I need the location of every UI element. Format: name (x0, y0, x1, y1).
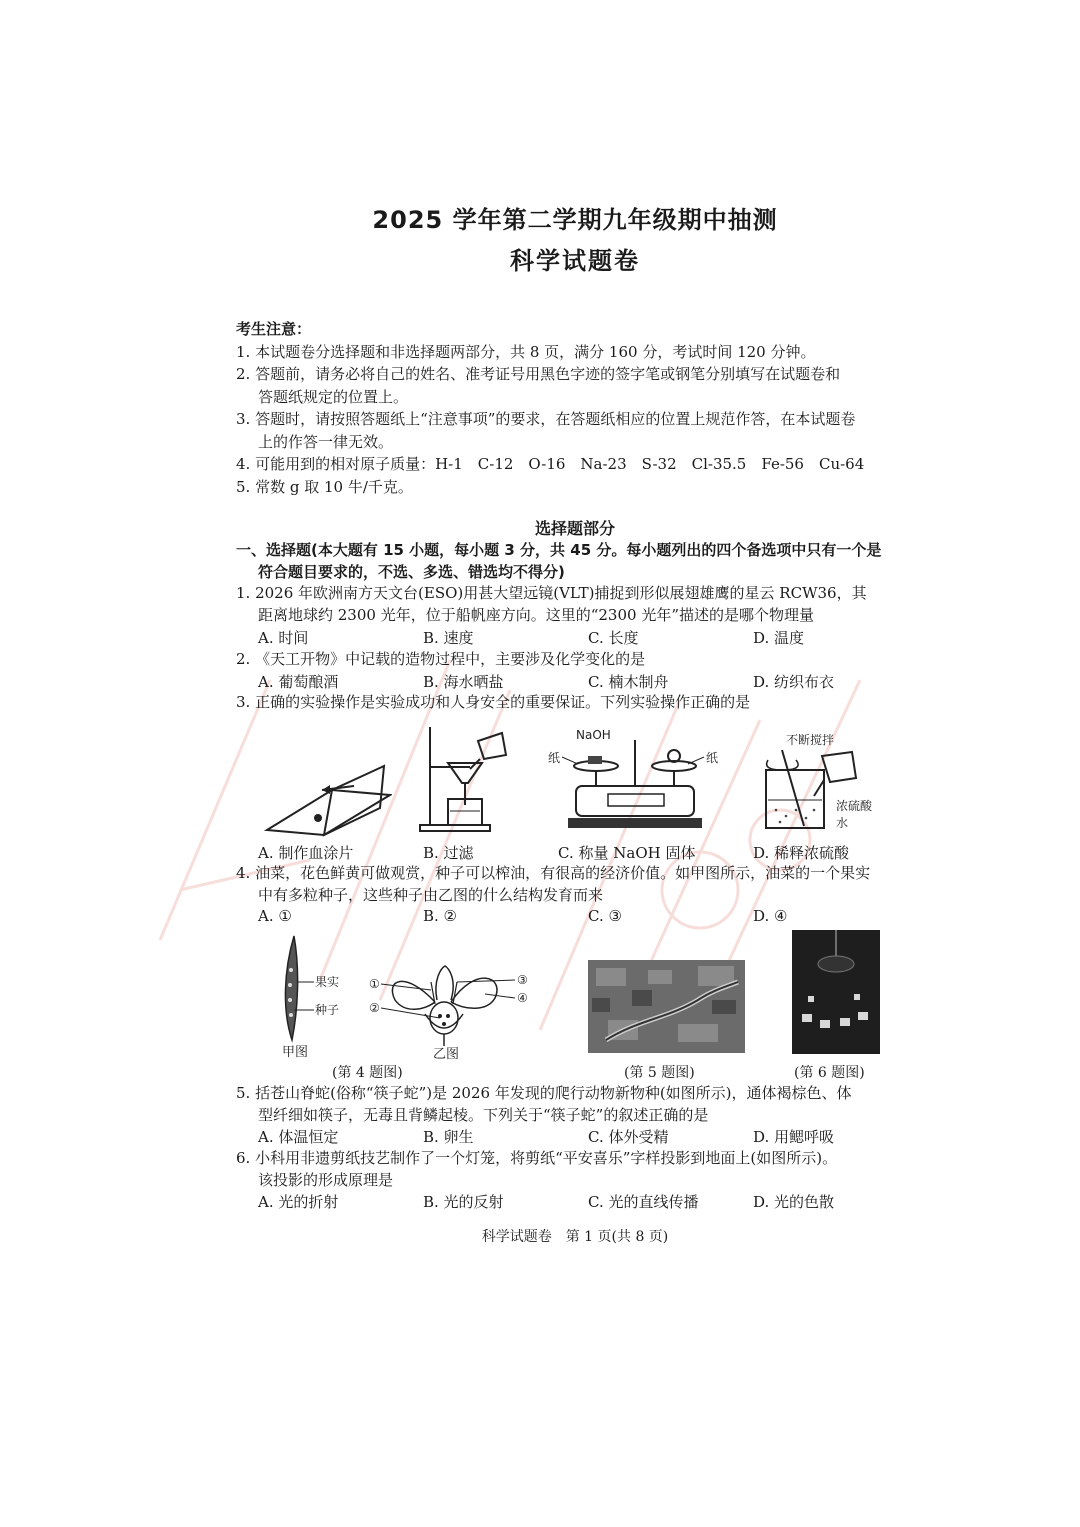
question-text: 1. 2026 年欧洲南方天文台(ESO)用甚大望远镜(VLT)捕捉到形似展翅雄鹰的星云 RCW36，其 (236, 584, 867, 602)
question-text: 距离地球约 2300 光年，位于船帆座方向。这里的“2300 光年”描述的是哪个物理量 (258, 605, 814, 624)
option-c: C. ③ (588, 907, 622, 925)
figure-6-caption: (第 6 题图) (794, 1065, 865, 1081)
option-d: D. 纺织布衣 (753, 673, 835, 691)
option-c: C. 光的直线传播 (588, 1193, 699, 1211)
option-a: A. 光的折射 (258, 1193, 339, 1211)
question-text: 3. 正确的实验操作是实验成功和人身安全的重要保证。下列实验操作正确的是 (236, 693, 751, 711)
part-instructions (236, 539, 936, 583)
option-d: D. 光的色散 (753, 1193, 835, 1211)
question-6 (236, 1148, 936, 1191)
section-title: 选择题部分 (534, 519, 615, 538)
option-c: C. 长度 (588, 629, 639, 647)
notice-item: 2. 答题前，请务必将自己的姓名、准考证号用黑色字迹的签字笔或钢笔分别填写在试题卷和 (236, 365, 841, 383)
yi-label: 乙图 (433, 1047, 460, 1060)
dilution-figure (752, 730, 887, 840)
option-b: B. 卵生 (423, 1128, 474, 1146)
seed-label: 种子 (315, 1003, 340, 1017)
notice-item: 4. 可能用到的相对原子质量：H-1 C-12 O-16 Na-23 S-32 Cl-35.5 Fe-56 Cu-64 (236, 455, 865, 473)
question-text: 中有多粒种子，这些种子由乙图的什么结构发育而来 (258, 885, 604, 904)
notice-item: 上的作答一律无效。 (258, 432, 394, 451)
question-2 (236, 649, 936, 671)
structure-1-label: ① (369, 977, 380, 991)
question-6-options (258, 1191, 938, 1212)
part-line: 一、选择题(本大题有 15 小题，每小题 3 分，共 45 分。每小题列出的四个备选项中只有一个是 (236, 541, 882, 559)
option-c: C. 楠木制舟 (588, 673, 669, 691)
option-b: B. ② (423, 907, 458, 925)
question-2-options (258, 671, 938, 692)
notice-item: 3. 答题时，请按照答题纸上“注意事项”的要求，在答题纸相应的位置上规范作答，在本试题卷 (236, 410, 856, 428)
rapeseed-fruit-figure (270, 930, 350, 1060)
jia-label: 甲图 (282, 1045, 309, 1060)
notice-item: 答题纸规定的位置上。 (258, 387, 409, 406)
option-c: C. 称量 NaOH 固体 (558, 844, 696, 862)
structure-4-label: ④ (517, 991, 528, 1005)
question-4-options (258, 907, 938, 928)
question-3 (236, 692, 936, 714)
flower-structure-figure (365, 960, 535, 1060)
filtration-figure (418, 725, 513, 835)
question-1 (236, 583, 936, 626)
water-label: 水 (836, 816, 849, 830)
option-a: A. 体温恒定 (258, 1128, 339, 1146)
option-a: A. ① (258, 907, 292, 925)
question-3-options (258, 842, 938, 863)
question-4 (236, 863, 936, 906)
structure-3-label: ③ (517, 973, 528, 987)
question-5-options (258, 1126, 938, 1147)
question-1-options (258, 627, 938, 648)
question-text: 型纤细如筷子，无毒且背鳞起棱。下列关于“筷子蛇”的叙述正确的是 (258, 1105, 709, 1124)
option-b: B. 海水晒盐 (423, 673, 504, 691)
notice-item: 5. 常数 g 取 10 牛/千克。 (236, 477, 413, 496)
option-b: B. 速度 (423, 629, 474, 647)
balance-figure (548, 726, 723, 838)
option-c: C. 体外受精 (588, 1128, 669, 1146)
naoh-label: NaOH (576, 728, 611, 742)
blood-smear-figure (262, 760, 392, 840)
question-text: 2. 《天工开物》中记载的造物过程中，主要涉及化学变化的是 (236, 650, 646, 668)
figure-4-caption: (第 4 题图) (332, 1065, 403, 1081)
stir-label: 不断搅拌 (786, 733, 835, 747)
option-d: D. ④ (753, 907, 788, 925)
option-d: D. 稀释浓硫酸 (753, 844, 850, 862)
figure-5-caption: (第 5 题图) (624, 1065, 695, 1081)
question-text: 5. 括苍山脊蛇(俗称“筷子蛇”)是 2026 年发现的爬行动物新物种(如图所示)，通体褐棕色、体 (236, 1084, 852, 1102)
question-text: 6. 小科用非遗剪纸技艺制作了一个灯笼，将剪纸“平安喜乐”字样投影到地面上(如图所示)。 (236, 1149, 838, 1167)
notice-item: 1. 本试题卷分选择题和非选择题两部分，共 8 页，满分 160 分，考试时间 120 分钟。 (236, 342, 816, 361)
paper-left-label: 纸 (548, 751, 561, 765)
part-line: 符合题目要求的，不选、多选、错选均不得分) (258, 563, 565, 581)
acid-label: 浓硫酸 (836, 799, 873, 813)
exam-subtitle: 科学试题卷 (510, 247, 640, 275)
option-b: B. 过滤 (423, 844, 474, 862)
paper-right-label: 纸 (706, 751, 719, 765)
option-b: B. 光的反射 (423, 1193, 504, 1211)
fruit-label: 果实 (315, 975, 340, 989)
notice-block (236, 318, 936, 498)
question-5 (236, 1083, 936, 1126)
page-footer: 科学试题卷 第 1 页(共 8 页) (481, 1229, 669, 1245)
option-a: A. 葡萄酿酒 (258, 673, 339, 691)
snake-photo (588, 960, 745, 1053)
exam-title: 2025 学年第二学期九年级期中抽测 (372, 206, 778, 234)
lantern-projection-photo (792, 930, 880, 1054)
structure-2-label: ② (369, 1001, 380, 1015)
option-a: A. 时间 (258, 629, 309, 647)
option-a: A. 制作血涂片 (258, 844, 354, 862)
question-text: 该投影的形成原理是 (258, 1170, 394, 1189)
option-d: D. 温度 (753, 629, 805, 647)
option-d: D. 用鳃呼吸 (753, 1128, 835, 1146)
question-text: 4. 油菜，花色鲜黄可做观赏，种子可以榨油，有很高的经济价值。如甲图所示，油菜的一个果实 (236, 864, 871, 882)
notice-heading: 考生注意： (236, 320, 312, 338)
